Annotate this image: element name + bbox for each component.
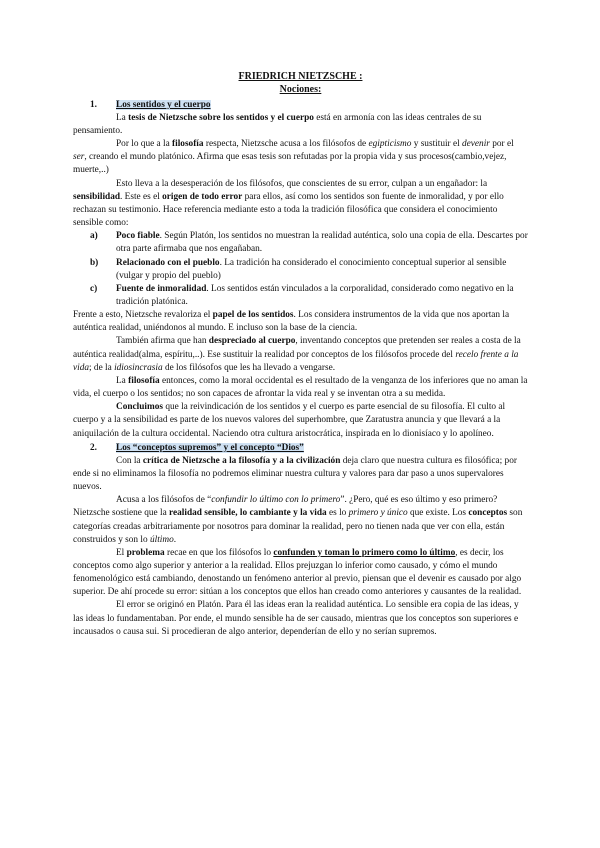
text-run: crítica de Nietzsche a la filosofía y a la civilización xyxy=(142,455,341,466)
paragraph xyxy=(73,375,528,401)
text-run: , creando el mundo platónico. Afirma que esas tesis son refutadas por la propia vida y sus procesos(cambio,vejez, muerte,..) xyxy=(73,152,507,176)
text-run: confundir lo último con lo primero xyxy=(211,495,341,506)
section-title: Los sentidos y el cuerpo xyxy=(116,99,211,110)
text-run: filosofía xyxy=(128,375,160,386)
text-run: por el xyxy=(489,139,514,150)
text-run: respecta, Nietzsche acusa a los filósofos de xyxy=(203,139,369,150)
text-run: ser xyxy=(73,152,85,163)
text-run: . Según Platón, los sentidos no muestran la realidad auténtica, solo una copia de ella. Descartes por otra parte afirmaba que nos engañaban. xyxy=(116,231,528,255)
text-run: está en armonía con las ideas centrales de su pensamiento. xyxy=(73,112,482,136)
text-run: deja claro que nuestra cultura es filosófica; por ende si no eliminamos la filosofía no podremos eliminar nuestra cultura y valores para dar paso a unos supervalores nuevos. xyxy=(73,455,517,493)
text-run: egipticismo xyxy=(368,139,412,150)
list-item xyxy=(73,257,528,283)
list-item-text xyxy=(116,284,514,307)
text-run: filosofía xyxy=(172,139,204,150)
list-item xyxy=(73,283,528,309)
text-run: La xyxy=(116,375,129,386)
list-marker: c) xyxy=(90,283,98,294)
list-marker: a) xyxy=(90,231,98,242)
text-run: conceptos xyxy=(468,508,508,519)
paragraph xyxy=(73,494,528,547)
text-run: Fuente de inmoralidad xyxy=(116,283,207,294)
text-run: El error se originó en Platón. Para él las ideas eran la realidad auténtica. Lo sensible era copia de las ideas, y las ideas lo fundamentaban. Por ende, el mundo sensible ha de ser causado, mientras que los conceptos son superiores e incausados o causa sui. Si procedieran de algo anterior, dependerían de ello y no serían supremos. xyxy=(73,600,519,637)
text-run: entonces, como la moral occidental es el resultado de la venganza de los inferiores que no aman la vida, el cuerpo o los sentidos; no son capaces de afrontar la vida real y se inventan otra a su medida. xyxy=(73,375,528,400)
text-run: que la reivindicación de los sentidos y el cuerpo es parte esencial de su filosofía. El culto al cuerpo y a la sensibilidad es parte de los nuevos valores del superhombre, que Zaratustra anuncia y que llevará a la aniquilación de la cultura occidental. Naciendo otra cultura aristocrática, inspirada en lo dionisíaco y lo apolíneo. xyxy=(73,402,506,439)
section-number: 1. xyxy=(90,99,97,110)
text-run: para ellos, así como los sentidos son fuente de inmoralidad, y por ello rechazan su testimonio. Hace referencia mediante esto a toda la tradición filosófica que considera el conocimiento sensible como: xyxy=(73,191,504,229)
text-run: , inventando conceptos que pretenden ser reales a costa de la auténtica realidad(alma, espíritu,..). Ese sustituir la realidad por conceptos de los filósofos procede del xyxy=(73,336,521,360)
text-run: Frente a esto, Nietzsche revaloriza el xyxy=(73,310,213,321)
text-run: problema xyxy=(126,547,165,558)
text-run: confunden y toman lo primero como lo último xyxy=(273,547,456,558)
text-run: origen de todo error xyxy=(162,191,243,202)
section-title: Los “conceptos supremos” y el concepto “Dios” xyxy=(116,442,304,453)
text-run: Por lo que a la xyxy=(116,139,173,150)
text-run: sensibilidad xyxy=(73,191,121,202)
document-page xyxy=(73,70,528,639)
text-run: Poco fiable xyxy=(116,231,160,242)
text-run: último xyxy=(149,534,174,545)
text-run: recelo frente a la vida xyxy=(73,349,519,373)
text-run: Esto lleva a la desesperación de los filósofos, que conscientes de su error, culpan a un engañador: la xyxy=(116,178,488,189)
section-heading-2 xyxy=(73,441,528,455)
text-run: , es decir, los conceptos como algo superior y anterior a la realidad. Ellos prejuzgan lo inferior como causado, y cómo el mundo fenomenológico está cambiando, denostando un fenómeno anterior al previo, piensan que el devenir es causado por algo superior. De ahí procede su error: sitúan a los conceptos que ellos han creado como anteriores y causantes de la realidad. xyxy=(73,547,522,598)
section-number: 2. xyxy=(90,442,97,453)
text-run: . Los sentidos están vinculados a la corporalidad, considerado como negativo en la tradición platónica. xyxy=(116,283,514,307)
document-title: FRIEDRICH NIETZSCHE : xyxy=(238,71,363,82)
text-run: Concluimos xyxy=(116,402,164,413)
document-subtitle: Nociones: xyxy=(279,84,322,96)
paragraph xyxy=(73,599,528,638)
text-run: es lo xyxy=(326,508,349,519)
paragraph xyxy=(73,335,528,374)
paragraph xyxy=(73,112,528,138)
list-item xyxy=(73,230,528,256)
text-run: Relacionado con el pueblo xyxy=(116,257,220,268)
text-run: . La tradición ha considerado el conocimiento conceptual superior al sensible (vulgar y propio del pueblo) xyxy=(116,257,507,281)
text-run: de los filósofos que les ha llevado a vengarse. xyxy=(162,362,336,373)
list-item-text xyxy=(116,231,528,254)
text-run: . xyxy=(173,534,177,545)
paragraph xyxy=(73,401,528,440)
text-run: . Los considera instrumentos de la vida que nos aportan la auténtica realidad, uniéndonos al mundo. E incluso son la base de la ciencia. xyxy=(73,310,510,334)
paragraph xyxy=(73,138,528,177)
text-run: son categorías creadas arbitrariamente por nosotros para dominar la realidad, pero no tienen nada que ver con ella, están construidos y son lo xyxy=(73,508,523,545)
text-run: que existe. Los xyxy=(407,508,469,519)
section-heading-1 xyxy=(73,98,528,112)
list xyxy=(73,230,528,309)
text-run: devenir xyxy=(462,139,490,150)
text-run: También afirma que han xyxy=(116,336,209,347)
text-run: realidad sensible, lo cambiante y la vida xyxy=(169,508,327,519)
text-run: tesis de Nietzsche sobre los sentidos y el cuerpo xyxy=(128,112,314,123)
list-item-text xyxy=(116,258,506,281)
paragraph xyxy=(73,178,528,231)
paragraph xyxy=(73,455,528,494)
text-run: La xyxy=(116,112,129,123)
text-run: primero y único xyxy=(348,508,408,519)
text-run: y sustituir el xyxy=(411,139,463,150)
text-run: ”. ¿Pero, qué es eso último y eso primero? Nietzsche sostiene que la xyxy=(73,495,498,519)
text-run: ; de la xyxy=(89,362,115,373)
text-run: El xyxy=(116,547,127,558)
text-run: despreciado al cuerpo xyxy=(208,336,296,347)
text-run: recae en que los filósofos lo xyxy=(164,547,274,558)
paragraph xyxy=(73,547,528,600)
text-run: idiosincrasia xyxy=(114,362,163,373)
text-run: papel de los sentidos xyxy=(212,310,294,321)
paragraph xyxy=(73,309,528,335)
text-run: . Este es el xyxy=(120,191,163,202)
list-marker: b) xyxy=(90,257,99,268)
text-run: Con la xyxy=(116,455,143,466)
text-run: Acusa a los filósofos de “ xyxy=(116,495,212,506)
